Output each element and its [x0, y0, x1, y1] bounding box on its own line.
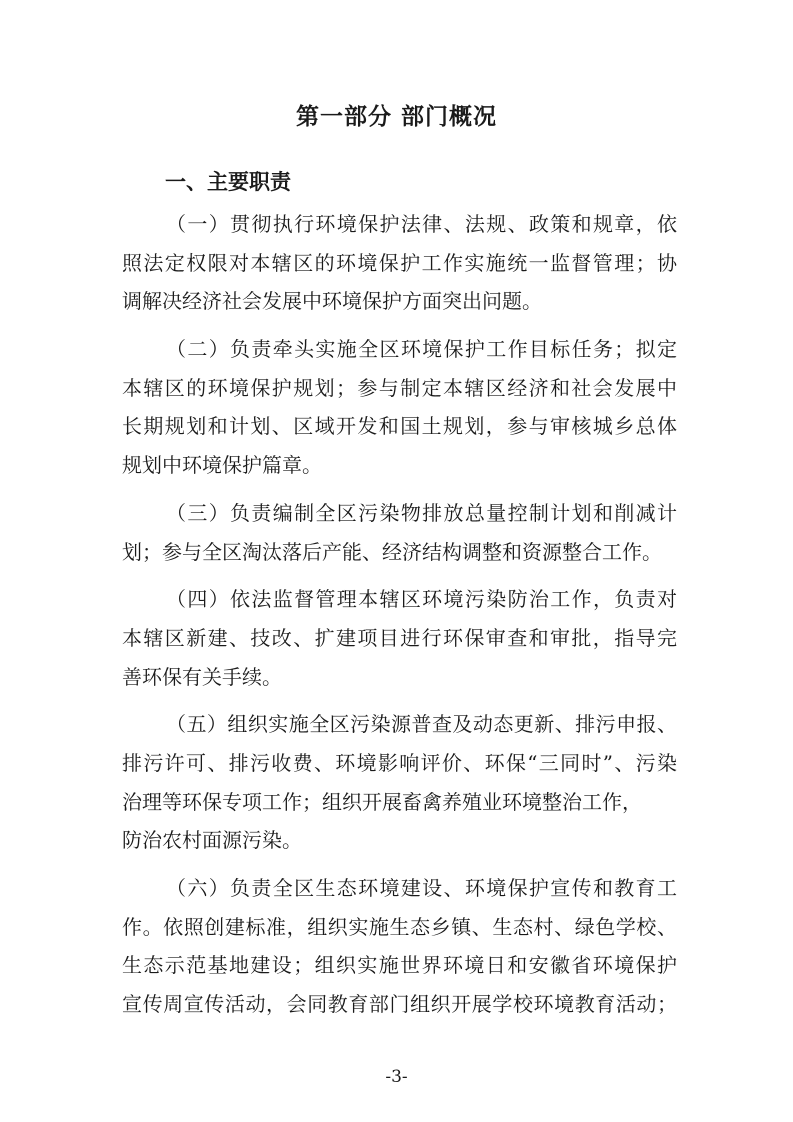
- paragraph-line: （五）组织实施全区污染源普查及动态更新、排污申报、: [166, 712, 677, 737]
- paragraph-line: 防治农村面源污染。: [122, 828, 302, 853]
- paragraph-line: （三）负责编制全区污染物排放总量控制计划和削减计: [166, 500, 677, 525]
- body-text: [122, 205, 677, 1033]
- paragraph-line: 本辖区新建、技改、扩建项目进行环保审查和审批，指导完: [122, 625, 677, 650]
- paragraph-line: 调解决经济社会发展中环境保护方面突出问题。: [122, 289, 542, 314]
- paragraph-line: 照法定权限对本辖区的环境保护工作实施统一监督管理；协: [122, 250, 677, 275]
- paragraph-line: 划；参与全区淘汰落后产能、经济结构调整和资源整合工作。: [122, 539, 662, 564]
- page-number: -3-: [385, 1067, 408, 1087]
- page-title: 第一部分 部门概况: [295, 104, 497, 130]
- paragraph-line: （六）负责全区生态环境建设、环境保护宣传和教育工: [166, 876, 677, 900]
- paragraph-line: 规划中环境保护篇章。: [122, 453, 322, 478]
- paragraph-line: 排污许可、排污收费、环境影响评价、环保“三同时”、污染: [122, 750, 677, 775]
- paragraph-line: 生态示范基地建设；组织实施世界环境日和安徽省环境保护: [122, 953, 677, 978]
- paragraph-2: [122, 330, 677, 485]
- paragraph-6: [122, 869, 677, 1024]
- paragraph-line: （一）贯彻执行环境保护法律、法规、政策和规章，依: [166, 212, 677, 236]
- paragraph-line: 宣传周宣传活动，会同教育部门组织开展学校环境教育活动；: [122, 992, 677, 1017]
- paragraph-line: （二）负责牵头实施全区环境保护工作目标任务；拟定: [166, 337, 677, 362]
- paragraph-line: 长期规划和计划、区域开发和国土规划，参与审核城乡总体: [122, 414, 677, 439]
- paragraph-line: 治理等环保专项工作；组织开展畜禽养殖业环境整治工作，: [122, 789, 642, 814]
- section-heading: 一、主要职责: [165, 170, 291, 194]
- paragraph-4: [122, 580, 677, 696]
- paragraph-line: 本辖区的环境保护规划；参与制定本辖区经济和社会发展中: [122, 375, 677, 400]
- paragraph-line: 作。依照创建标准，组织实施生态乡镇、生态村、绿色学校、: [122, 914, 677, 939]
- paragraph-5: [122, 705, 677, 860]
- paragraph-line: （四）依法监督管理本辖区环境污染防治工作，负责对: [166, 587, 677, 612]
- paragraph-3: [122, 494, 677, 571]
- paragraph-1: [122, 205, 677, 321]
- paragraph-line: 善环保有关手续。: [122, 664, 282, 689]
